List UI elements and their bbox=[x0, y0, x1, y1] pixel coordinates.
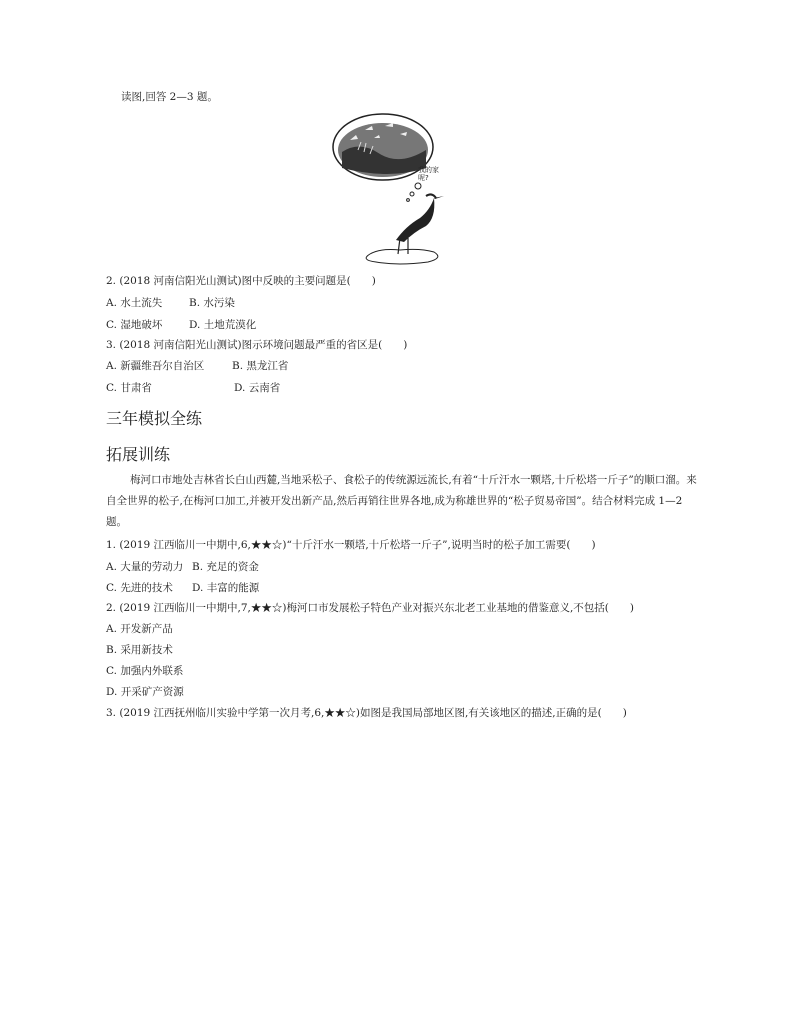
q2-option-a: A. 水土流失 bbox=[106, 297, 163, 309]
e2-option-c: C. 加强内外联系 bbox=[106, 665, 184, 677]
e1-option-c: C. 先进的技术 bbox=[106, 582, 173, 594]
q2-stem: 2. (2018 河南信阳光山测试)图中反映的主要问题是( ) bbox=[106, 275, 376, 287]
subsection-title: 拓展训练 bbox=[106, 445, 171, 464]
e3-stem: 3. (2019 江西抚州临川实验中学第一次月考,6,★★☆)如图是我国局部地区图,有关该地区的描述,正确的是( ) bbox=[106, 707, 627, 719]
e1-stem: 1. (2019 江西临川一中期中,6,★★☆)“十斤汗水一颗塔,十斤松塔一斤子”,说明当时的松子加工需要( ) bbox=[106, 539, 596, 551]
q2-option-b: B. 水污染 bbox=[189, 297, 235, 309]
speech-text: 我的家呢? bbox=[418, 166, 439, 182]
passage: 梅河口市地处吉林省长白山西麓,当地采松子、食松子的传统源远流长,有着“十斤汗水一颗塔,十斤松塔一斤子”的顺口溜。来自全世界的松子,在梅河口加工,并被开发出新产品,然后再销往世界各地,成为称雄世界的“松子贸易帝国”。结合材料完成 1—2 题。 bbox=[106, 474, 697, 528]
e1-option-d: D. 丰富的能源 bbox=[192, 582, 260, 594]
e1-option-a: A. 大量的劳动力 bbox=[106, 561, 184, 573]
intro-text: 读图,回答 2—3 题。 bbox=[121, 91, 218, 103]
q3-option-a: A. 新疆维吾尔自治区 bbox=[106, 360, 205, 372]
e2-option-a: A. 开发新产品 bbox=[106, 623, 173, 635]
q2-option-c: C. 湿地破坏 bbox=[106, 319, 163, 331]
q3-option-b: B. 黑龙江省 bbox=[232, 360, 289, 372]
e2-option-d: D. 开采矿产资源 bbox=[106, 686, 184, 698]
q2-option-d: D. 土地荒漠化 bbox=[189, 319, 257, 331]
q3-option-c: C. 甘肃省 bbox=[106, 382, 152, 394]
illustration-heron-wetland bbox=[330, 110, 460, 265]
e2-stem: 2. (2019 江西临川一中期中,7,★★☆)梅河口市发展松子特色产业对振兴东北老工业基地的借鉴意义,不包括( ) bbox=[106, 602, 634, 614]
e2-option-b: B. 采用新技术 bbox=[106, 644, 173, 656]
section-title: 三年模拟全练 bbox=[106, 409, 203, 428]
q3-stem: 3. (2018 河南信阳光山测试)图示环境问题最严重的省区是( ) bbox=[106, 339, 408, 351]
e1-option-b: B. 充足的资金 bbox=[192, 561, 259, 573]
q3-option-d: D. 云南省 bbox=[234, 382, 281, 394]
